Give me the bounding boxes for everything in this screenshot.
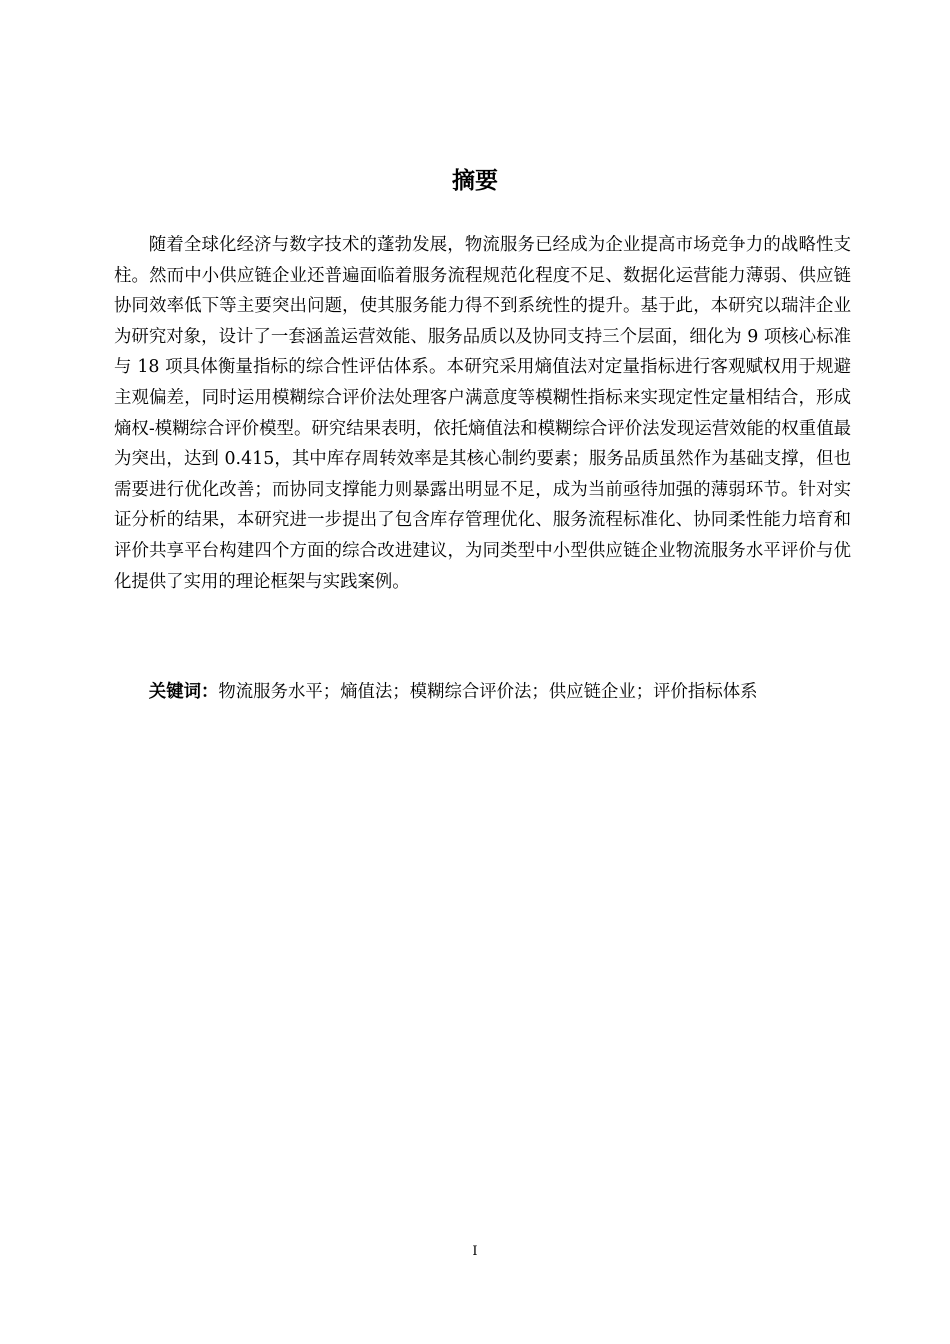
- page-number: I: [472, 1244, 478, 1259]
- abstract-paragraph: 随着全球化经济与数字技术的蓬勃发展，物流服务已经成为企业提高市场竞争力的战略性支柱。然而中小供应链企业还普遍面临着服务流程规范化程度不足、数据化运营能力薄弱、供应链协同效率低下等主要突出问题，使其服务能力得不到系统性的提升。基于此，本研究以瑞沣企业为研究对象，设计了一套涵盖运营效能、服务品质以及协同支持三个层面，细化为 9 项核心标准与 18 项具体衡量指标的综合性评估体系。本研究采用熵值法对定量指标进行客观赋权用于规避主观偏差，同时运用模糊综合评价法处理客户满意度等模糊性指标来实现定性定量相结合，形成熵权-模糊综合评价模型。研究结果表明，依托熵值法和模糊综合评价法发现运营效能的权重值最为突出，达到 0.415，其中库存周转效率是其核心制约要素；服务品质虽然作为基础支撑，但也需要进行优化改善；而协同支撑能力则暴露出明显不足，成为当前亟待加强的薄弱环节。针对实证分析的结果，本研究进一步提出了包含库存管理优化、服务流程标准化、协同柔性能力培育和评价共享平台构建四个方面的综合改进建议，为同类型中小型供应链企业物流服务水平评价与优化提供了实用的理论框架与实践案例。: [114, 235, 851, 592]
- keywords-line: [114, 677, 851, 707]
- keywords-text: 物流服务水平；熵值法；模糊综合评价法；供应链企业；评价指标体系: [218, 682, 758, 702]
- keywords-label: 关键词：: [148, 682, 219, 702]
- page-title: 摘要: [452, 168, 498, 194]
